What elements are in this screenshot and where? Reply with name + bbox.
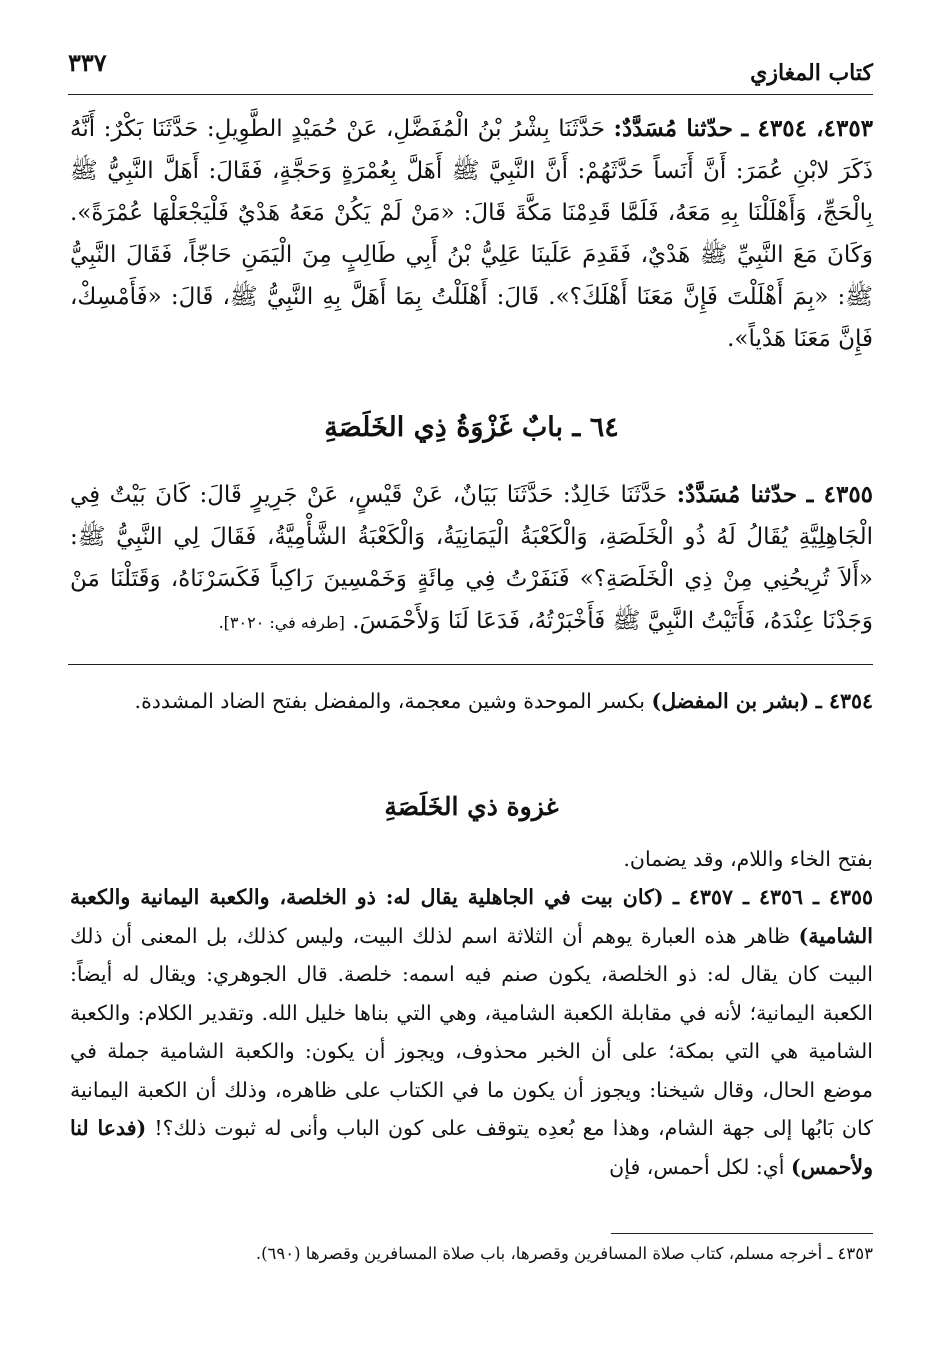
tarf-reference: [طرفه في: ٣٠٢٠].	[218, 613, 345, 632]
sharh-lemma: (بشر بن المفضل)	[651, 689, 810, 713]
page-number: ٣٣٧	[68, 48, 107, 77]
footnote-rule	[611, 1233, 873, 1234]
sharh-4354-paragraph	[70, 682, 873, 721]
running-title: كتاب المغازي	[750, 60, 873, 86]
sharh-4355-paragraph	[70, 878, 873, 1186]
sharh-intro: بفتح الخاء واللام، وقد يضمان.	[623, 847, 873, 871]
sharh-text: بكسر الموحدة وشين معجمة، والمفضل بفتح الضاد المشددة.	[134, 689, 645, 713]
hadith-lead: حدّثنا مُسَدَّدٌ:	[676, 481, 798, 508]
hadith-lead: حدّثنا مُسَدَّدٌ:	[613, 115, 733, 142]
sharh-heading: غزوة ذي الخَلَصَةِ	[384, 792, 559, 821]
hadith-text: حَدَّثَنَا بِشْرُ بْنُ الْمُفَضَّلِ، عَنْ حُمَيْدٍ الطَّوِيلِ: حَدَّثَنَا بَكْرٌ: أَنَّهُ ذَكَرَ لابْنِ عُمَرَ: أَنَّ أَنَساً حَدَّثَهُمْ: أَنَّ النَّبِيَّ ﷺ أَهَلَّ بِعُمْرَةٍ وَحَجَّةٍ، فَقَالَ: أَهَلَّ النَّبِيُّ ﷺ بِالْحَجِّ، وَأَهْلَلْنَا بِهِ مَعَهُ، فَلَمَّا قَدِمْنَا مَكَّةَ قَالَ: «مَنْ لَمْ يَكُنْ مَعَهُ هَدْيٌ فَلْيَجْعَلْهَا عُمْرَةً». وَكَانَ مَعَ النَّبِيِّ ﷺ هَدْيٌ، فَقَدِمَ عَلَينَا عَلِيُّ بْنُ أَبِي طَالِبٍ مِنَ الْيَمَنِ حَاجّاً، فَقَالَ النَّبِيُّ ﷺ: «بِمَ أَهْلَلْتَ فَإِنَّ مَعَنَا أَهْلَكَ؟». قَالَ: أَهْلَلْتُ بِمَا أَهَلَّ بِهِ النَّبِيُّ ﷺ، قَالَ: «فَأَمْسِكْ، فَإِنَّ مَعَنَا هَدْياً».	[70, 116, 873, 352]
sharh-number: ٤٣٥٥ ـ ٤٣٥٦ ـ ٤٣٥٧ ـ	[672, 885, 873, 909]
chapter-heading: ٦٤ ـ بابٌ غَزْوَةُ ذِي الخَلَصَةِ	[324, 412, 619, 443]
sharh-number: ٤٣٥٤ ـ	[815, 689, 873, 713]
hadith-4353-block	[70, 108, 873, 360]
sharh-text-2: أي: لكل أحمس، فإن	[609, 1154, 785, 1179]
hadith-text: حَدَّثَنَا خَالِدٌ: حَدَّثَنَا بَيَانٌ، عَنْ قَيْسٍ، عَنْ جَرِيرٍ قَالَ: كَانَ بَيْتٌ فِي الْجَاهِلِيَّةِ يُقَالُ لَهُ ذُو الْخَلَصَةِ، وَالْكَعْبَةُ الْيَمَانِيَةُ، وَالْكَعْبَةُ الشَّأْمِيَّةُ، فَقَالَ لِي النَّبِيُّ ﷺ: «أَلاَ تُرِيحُنِي مِنْ ذِي الْخَلَصَةِ؟» فَنَفَرْتُ فِي مِائَةٍ وَخَمْسِينَ رَاكِباً فَكَسَرْنَاهُ، وَقَتَلْنَا مَنْ وَجَدْنَا عِنْدَهُ، فَأَتَيْتُ النَّبِيَّ ﷺ فَأَخْبَرْتُهُ، فَدَعَا لَنَا وَلأَحْمَسَ.	[70, 482, 873, 634]
sharh-text: ظاهر هذه العبارة يوهم أن الثلاثة اسم لذلك البيت، وليس كذلك، بل المعنى أن ذلك البيت كان يقال له: ذو الخلصة، يكون صنم فيه اسمه: خلصة. قال الجوهري: ويقال له أيضاً: الكعبة اليمانية؛ لأنه في مقابلة الكعبة الشامية، وهي التي بناها خليل الله. وتقدير الكلام: والكعبة الشامية هي التي بمكة؛ على أن الخبر محذوف، ويجوز أن يكون: والكعبة الشامية جملة في موضع الحال، وقال شيخنا: ويجوز أن يكون ما في الكتاب على ظاهره، وذلك أن الكعبة اليمانية كان بَابُها إلى جهة الشام، وهذا مع بُعدِه يتوقف على كون الباب وأنى له ثبوت ذلك؟!	[70, 923, 873, 1140]
commentary-divider	[68, 664, 873, 665]
hadith-4355-paragraph	[70, 474, 873, 644]
hadith-4355-block	[70, 474, 873, 644]
hadith-number: ٤٣٥٥ ـ	[806, 481, 874, 508]
sharh-4354-block	[70, 682, 873, 721]
hadith-number: ٤٣٥٣، ٤٣٥٤ ـ	[741, 115, 874, 142]
page-header	[68, 40, 873, 90]
header-rule	[68, 94, 873, 95]
sharh-lemma-2: (فدعا لنا ولأحمس)	[70, 1116, 873, 1179]
sharh-4355-block	[70, 878, 873, 1186]
hadith-4353-paragraph	[70, 108, 873, 360]
footnote: ٤٣٥٣ ـ أخرجه مسلم، كتاب صلاة المسافرين وقصرها، باب صلاة المسافرين وقصرها (٦٩٠).	[255, 1244, 873, 1263]
sharh-lemma: (كان بيت في الجاهلية يقال له: ذو الخلصة، والكعبة اليمانية والكعبة الشامية)	[70, 885, 873, 948]
sharh-intro-block	[70, 840, 873, 879]
